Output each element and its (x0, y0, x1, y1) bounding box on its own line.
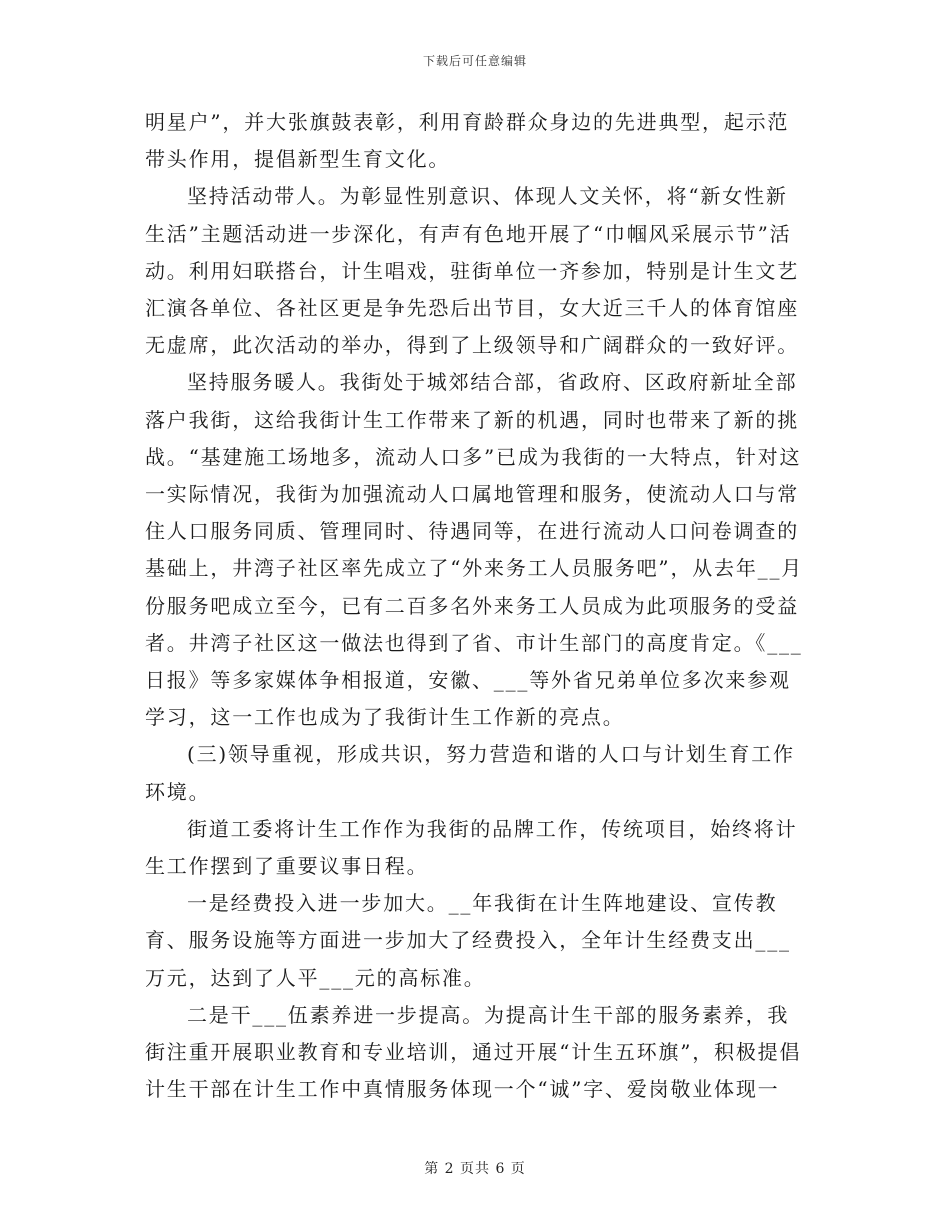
paragraph: 街道工委将计生工作作为我街的品牌工作，传统项目，始终将计生工作摆到了重要议事日程。 (145, 816, 798, 879)
paragraph: 明星户”，并大张旗鼓表彰，利用育龄群众身边的先进典型，起示范带头作用，提倡新型生育文化。 (145, 110, 790, 172)
paragraph: 二是干___伍素养进一步提高。为提高计生干部的服务素养，我街注重开展职业教育和专业培训，通过开展“计生五环旗”，积极提倡计生干部在计生工作中真情服务体现一个“诚”字、爱岗敬业体现一 (145, 1002, 802, 1102)
paragraph: 一是经费投入进一步加大。__年我街在计生阵地建设、宣传教育、服务设施等方面进一步加大了经费投入，全年计生经费支出___万元，达到了人平___元的高标准。 (145, 891, 791, 990)
paragraph-section-heading: (三)领导重视，形成共识，努力营造和谐的人口与计划生育工作环境。 (145, 742, 795, 804)
paragraph: 坚持活动带人。为彰显性别意识、体现人文关怀，将“新女性新生活”主题活动进一步深化，有声有色地开展了“巾帼风采展示节”活动。利用妇联搭台，计生唱戏，驻街单位一齐参加，特别是计生文艺汇演各单位、各社区更是争先恐后出节目，女大近三千人的体育馆座无虚席，此次活动的举办，得到了上级领导和广阔群众的一致好评。 (145, 184, 799, 358)
document-body (145, 104, 805, 1108)
page-header: 下载后可任意编辑 (422, 54, 527, 68)
page-footer: 第 2 页共 6 页 (424, 1161, 526, 1177)
paragraph: 坚持服务暖人。我街处于城郊结合部，省政府、区政府新址全部落户我街，这给我街计生工作带来了新的机遇，同时也带来了新的挑战。“基建施工场地多，流动人口多”已成为我街的一大特点，针对这一实际情况，我街为加强流动人口属地管理和服务，使流动人口与常住人口服务同质、管理同时、待遇同等，在进行流动人口问卷调查的基础上，井湾子社区率先成立了“外来务工人员服务吧”，从去年__月份服务吧成立至今，已有二百多名外来务工人员成为此项服务的受益者。井湾子社区这一做法也得到了省、市计生部门的高度肯定。《___日报》等多家媒体争相报道，安徽、___等外省兄弟单位多次来参观学习，这一工作也成为了我街计生工作新的亮点。 (145, 370, 804, 730)
